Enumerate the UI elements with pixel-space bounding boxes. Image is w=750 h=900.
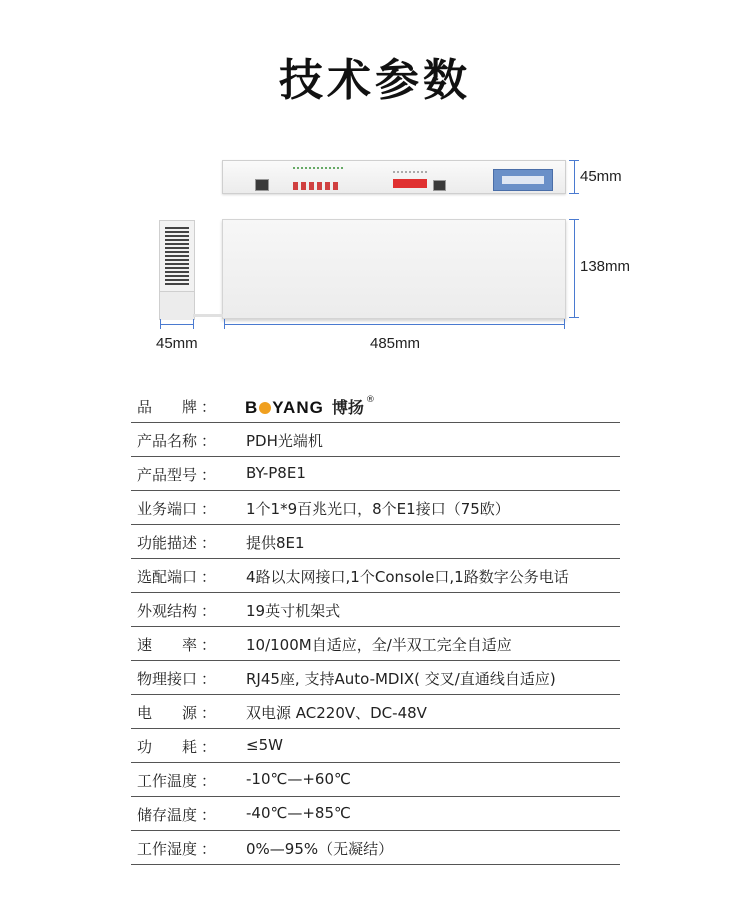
spec-colon: ： xyxy=(201,670,217,688)
spec-value: RJ45座, 支持Auto-MDIX( 交叉/直通线自适应) xyxy=(246,670,556,688)
spec-key: 品 牌 xyxy=(137,398,198,416)
product-label-plate xyxy=(493,169,553,191)
spec-value: 4路以太网接口,1个Console口,1路数字公务电话 xyxy=(246,568,569,586)
spec-colon: ： xyxy=(201,568,217,586)
brand-logo-prefix: B xyxy=(245,398,259,417)
spec-colon: ： xyxy=(201,466,217,484)
spec-colon: ： xyxy=(201,636,217,654)
spec-row xyxy=(131,763,620,797)
spec-row xyxy=(131,457,620,491)
led-label-strip xyxy=(293,167,343,173)
spec-row xyxy=(131,559,620,593)
spec-key: 产品名称 xyxy=(137,432,198,450)
status-leds-icon xyxy=(293,175,343,189)
spec-colon: ： xyxy=(201,602,217,620)
dim-tick xyxy=(569,317,579,318)
dim-tick xyxy=(564,319,565,329)
console-port-icon xyxy=(433,180,446,191)
spec-table xyxy=(131,389,620,865)
spec-value: 19英寸机架式 xyxy=(246,602,341,620)
spec-row xyxy=(131,729,620,763)
spec-row xyxy=(131,389,620,423)
dim-top-depth: 138mm xyxy=(580,258,631,275)
page-title: 技术参数 xyxy=(279,55,471,106)
spec-colon: ： xyxy=(201,704,217,722)
vent-grille-icon xyxy=(165,227,189,285)
spec-row xyxy=(131,695,620,729)
spec-row xyxy=(131,491,620,525)
brand-logo-text xyxy=(245,398,324,417)
spec-colon: ： xyxy=(201,534,217,552)
spec-colon: ： xyxy=(201,840,217,858)
dim-front-height: 45mm xyxy=(580,168,622,185)
spec-value: BY-P8E1 xyxy=(246,464,306,482)
dim-tick xyxy=(569,193,579,194)
ethernet-port-icon xyxy=(255,179,269,191)
device-top-view xyxy=(222,219,566,319)
spec-colon: ： xyxy=(201,500,217,518)
dim-line-top-depth xyxy=(574,219,575,317)
brand-logo xyxy=(245,395,375,417)
spec-key: 工作温度 xyxy=(137,772,198,790)
spec-key: 外观结构 xyxy=(137,602,198,620)
spec-key: 储存温度 xyxy=(137,806,198,824)
dim-tick xyxy=(193,319,194,329)
spec-key: 速 率 xyxy=(137,636,198,654)
spec-value: 0%—95%（无凝结） xyxy=(246,840,394,858)
spec-row xyxy=(131,593,620,627)
spec-value: ≤5W xyxy=(246,736,283,754)
spec-key: 选配端口 xyxy=(137,568,198,586)
brand-logo-o-icon xyxy=(259,402,271,414)
spec-value: 1个1*9百兆光口，8个E1接口（75欧） xyxy=(246,500,510,518)
device-front-panel xyxy=(222,160,566,194)
spec-key: 工作湿度 xyxy=(137,840,198,858)
spec-value: 10/100M自适应，全/半双工完全自适应 xyxy=(246,636,512,654)
dip-switch-icon xyxy=(393,179,427,188)
spec-row xyxy=(131,525,620,559)
dim-line-side xyxy=(160,324,193,325)
spec-value: PDH光端机 xyxy=(246,432,323,450)
spec-row xyxy=(131,797,620,831)
spec-key: 业务端口 xyxy=(137,500,198,518)
dim-total-width: 485mm xyxy=(370,335,421,352)
device-side-view xyxy=(159,220,195,320)
spec-key: 产品型号 xyxy=(137,466,198,484)
spec-colon: ： xyxy=(201,398,217,416)
dim-line-width xyxy=(224,324,564,325)
dim-side-width: 45mm xyxy=(156,335,198,352)
spec-colon: ： xyxy=(201,738,217,756)
dip-label-strip xyxy=(393,171,427,178)
brand-chinese: 博扬 xyxy=(331,398,364,417)
spec-key: 物理接口 xyxy=(137,670,198,688)
brand-reg-mark: ® xyxy=(365,395,375,405)
spec-row xyxy=(131,831,620,865)
spec-key: 功能描述 xyxy=(137,534,198,552)
spec-colon: ： xyxy=(201,806,217,824)
spec-value: -10℃—+60℃ xyxy=(246,770,351,788)
rack-ear xyxy=(193,314,223,317)
spec-row xyxy=(131,423,620,457)
dim-line-front-height xyxy=(574,160,575,193)
spec-key: 电 源 xyxy=(137,704,198,722)
spec-row xyxy=(131,627,620,661)
spec-value: 提供8E1 xyxy=(246,534,305,552)
spec-key: 功 耗 xyxy=(137,738,198,756)
spec-value: 双电源 AC220V、DC-48V xyxy=(246,704,427,722)
spec-value: -40℃—+85℃ xyxy=(246,804,351,822)
side-panel-bottom xyxy=(160,291,194,320)
spec-colon: ： xyxy=(201,772,217,790)
brand-logo-suffix: YANG xyxy=(272,398,324,417)
spec-row xyxy=(131,661,620,695)
spec-colon: ： xyxy=(201,432,217,450)
